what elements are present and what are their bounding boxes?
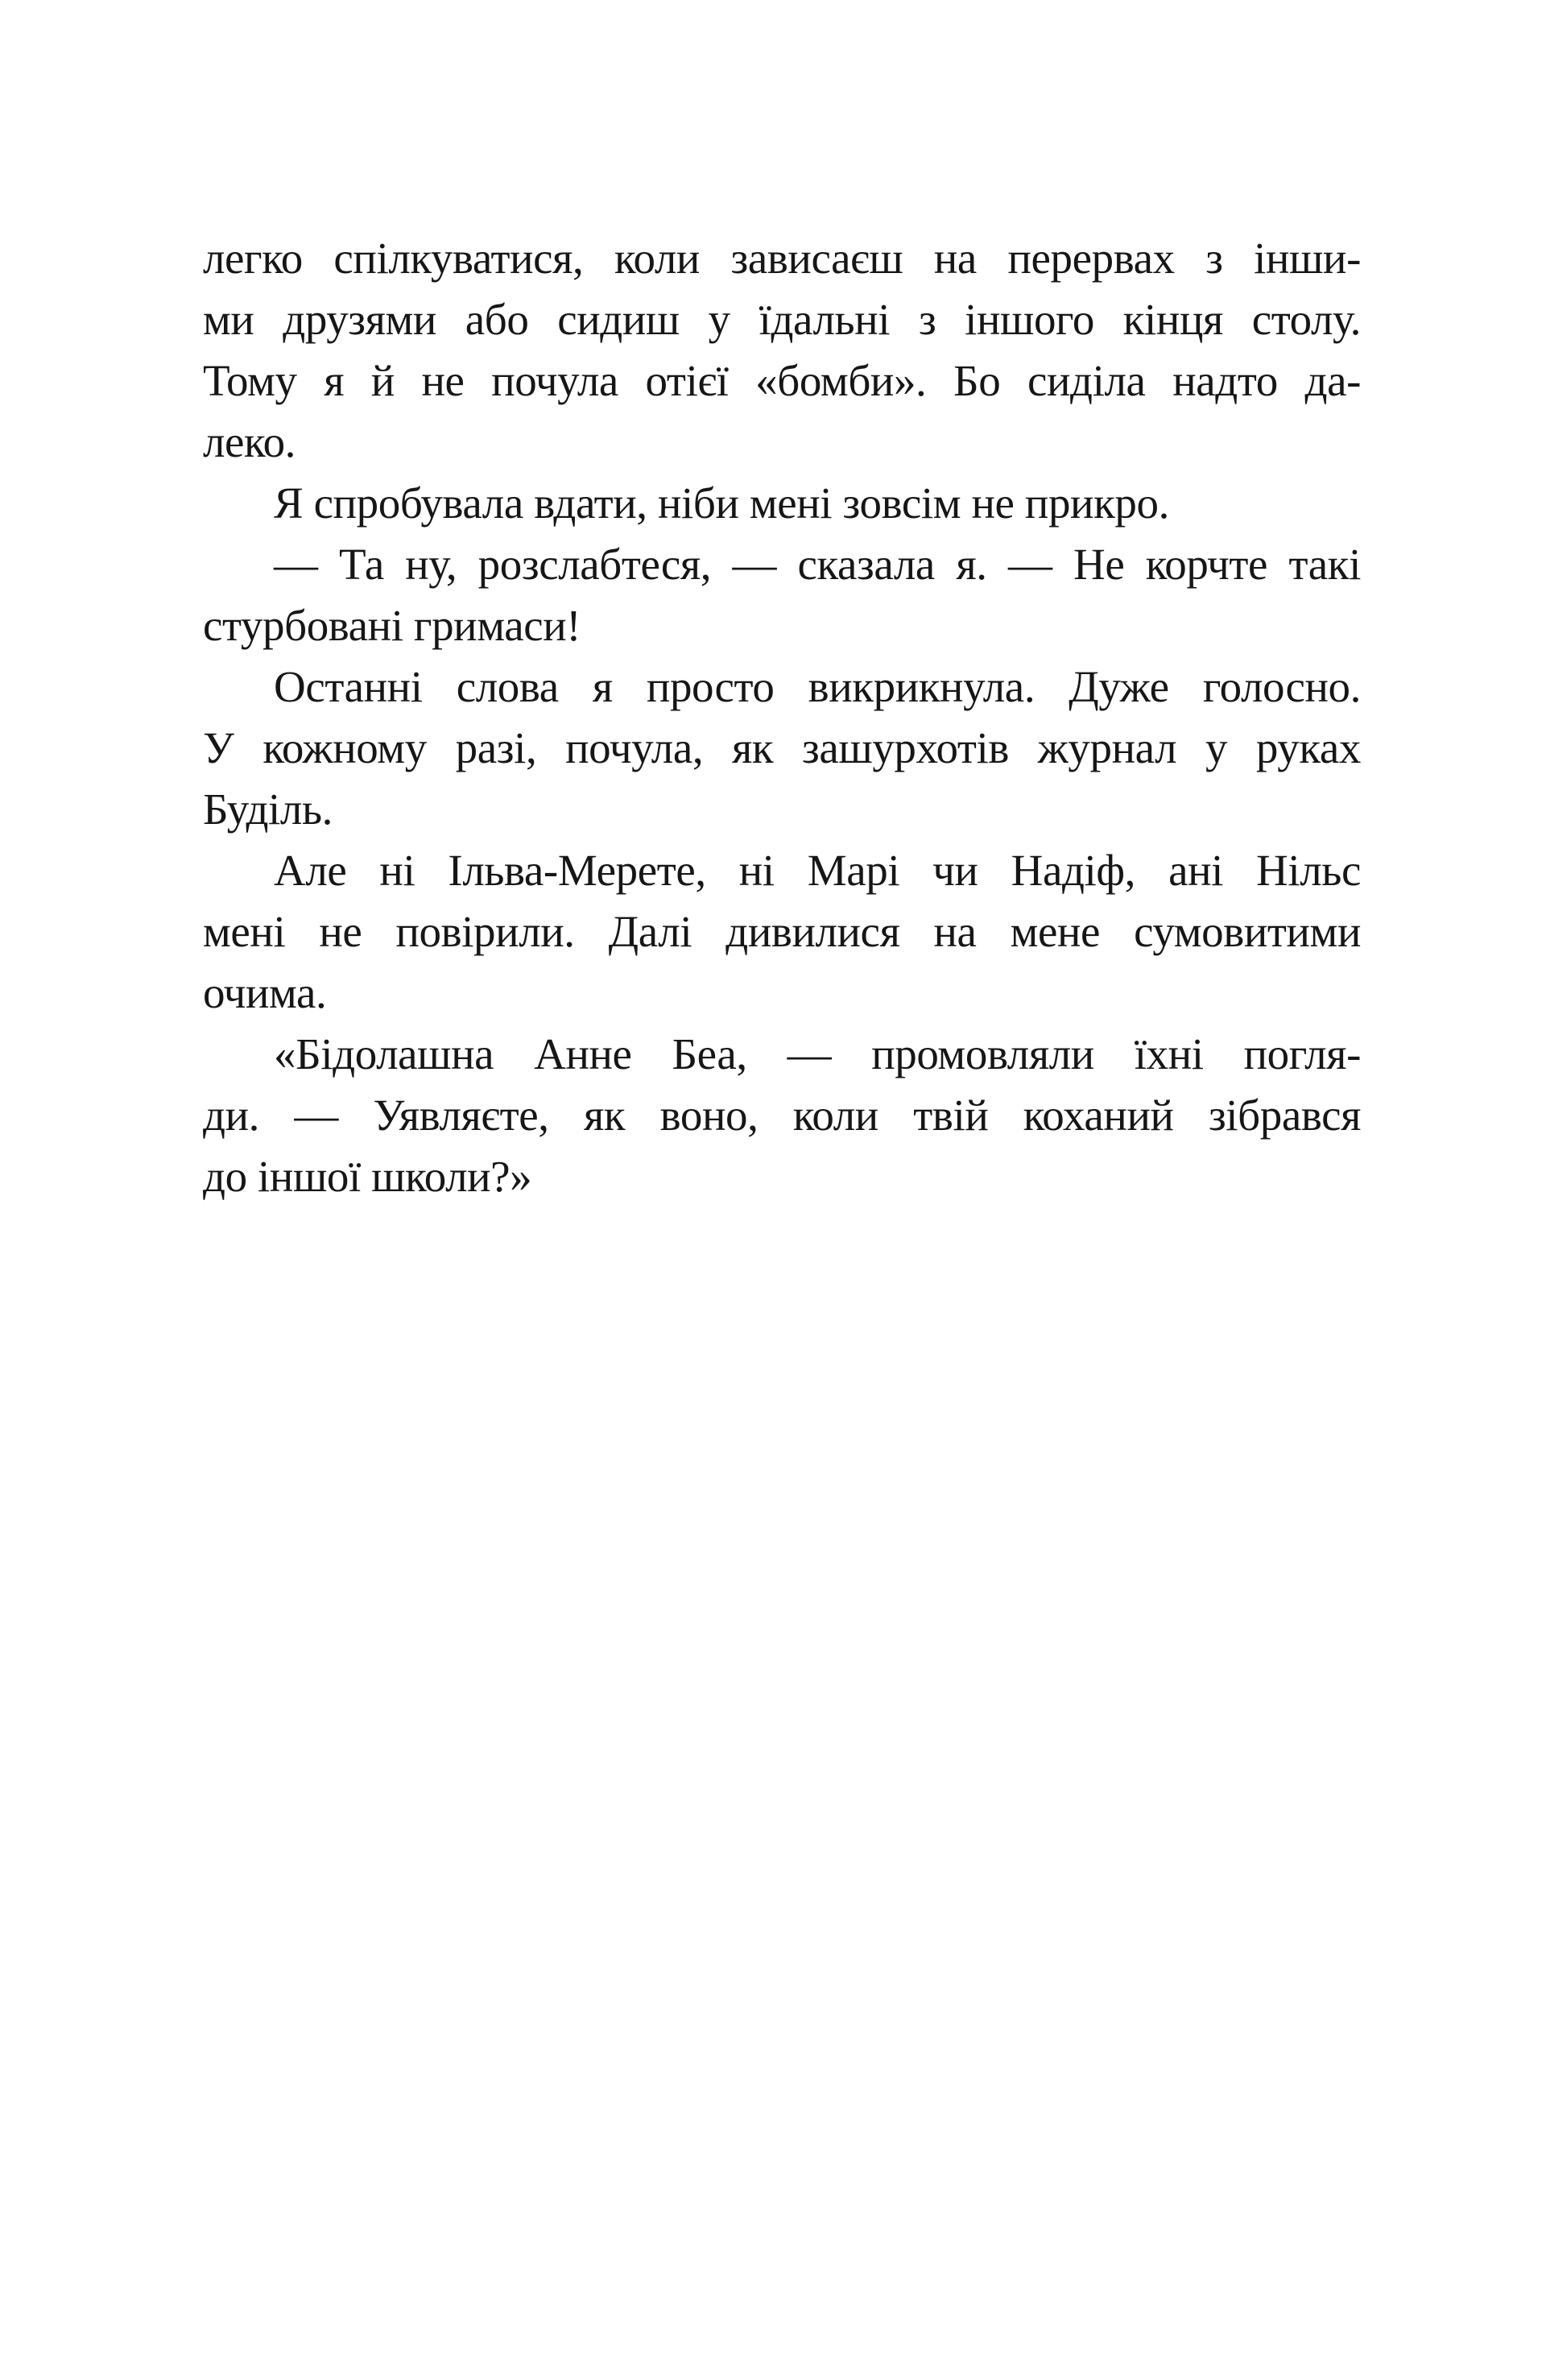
text-line: Останні слова я просто викрикнула. Дуже голосно. — [274, 662, 1361, 711]
paragraph — [203, 840, 1361, 1024]
text-line: Але ні Ільва-Мерете, ні Марі чи Надіф, ані Нільс — [274, 846, 1361, 895]
paragraph — [203, 228, 1361, 473]
paragraph — [203, 1024, 1361, 1207]
text-line: очима. — [203, 968, 327, 1017]
text-line: — Та ну, розслабтеся, — сказала я. — Не корчте такі — [274, 540, 1361, 589]
text-line: Я спробувала вдати, ніби мені зовсім не прикро. — [274, 478, 1169, 528]
text-line: ми друзями або сидиш у їдальні з іншого кінця столу. — [203, 295, 1361, 344]
paragraph — [203, 534, 1361, 656]
text-line: легко спілкуватися, коли зависаєш на перервах з інши- — [203, 234, 1361, 283]
text-line: Буділь. — [203, 784, 333, 834]
body-text — [203, 228, 1361, 1207]
text-line: У кожному разі, почула, як зашурхотів журнал у руках — [203, 723, 1361, 772]
paragraph — [203, 656, 1361, 840]
text-line: стурбовані гримаси! — [203, 601, 581, 650]
text-line: «Бідолашна Анне Беа, — промовляли їхні погля- — [274, 1029, 1361, 1078]
text-line: Тому я й не почула отієї «бомби». Бо сиділа надто да- — [203, 356, 1361, 405]
text-line: мені не повірили. Далі дивилися на мене сумовитими — [203, 907, 1361, 956]
text-line: леко. — [203, 417, 296, 466]
paragraph — [203, 473, 1361, 534]
text-line: ди. — Уявляєте, як воно, коли твій коханий зібрався — [203, 1091, 1361, 1140]
text-line: до іншої школи?» — [203, 1152, 532, 1201]
